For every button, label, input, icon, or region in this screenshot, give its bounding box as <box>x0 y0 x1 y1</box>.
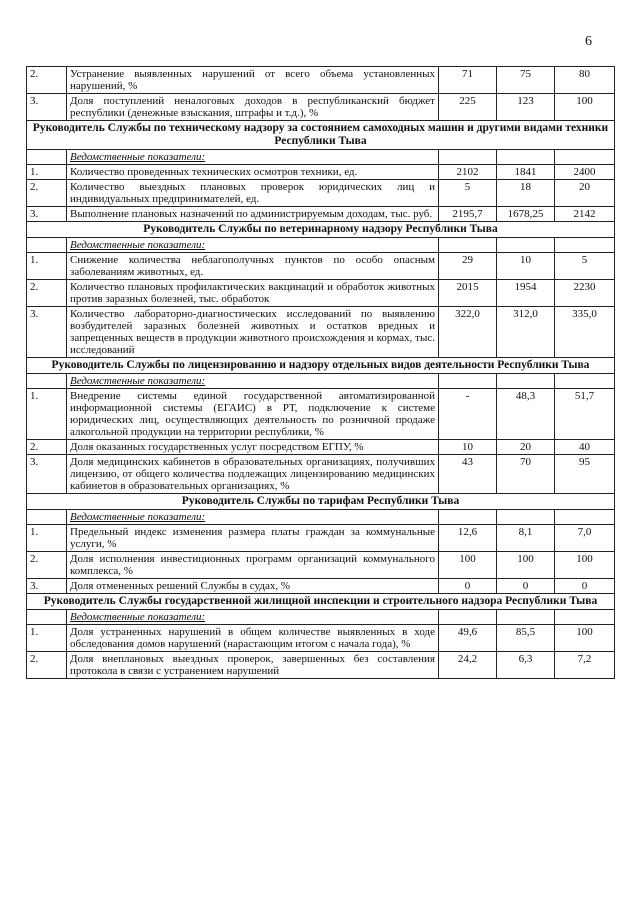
row-description: Доля устраненных нарушений в общем количестве выявленных в ходе обследования домов нарушений (нарастающим итогом с начала года), % <box>67 625 439 652</box>
value-cell: 1678,25 <box>497 207 555 222</box>
value-cell: 123 <box>497 94 555 121</box>
value-cell: 40 <box>555 440 615 455</box>
row-description: Доля исполнения инвестиционных программ организаций коммунального комплекса, % <box>67 552 439 579</box>
value-cell: 10 <box>497 253 555 280</box>
row-description: Количество проведенных технических осмотров техники, ед. <box>67 165 439 180</box>
row-number: 3. <box>27 94 67 121</box>
table-row <box>27 525 615 552</box>
value-cell: 0 <box>555 579 615 594</box>
row-description: Предельный индекс изменения размера платы граждан за коммунальные услуги, % <box>67 525 439 552</box>
indicator-label: Ведомственные показатели: <box>67 150 439 165</box>
row-description: Количество лабораторно-диагностических исследований по выявлению возбудителей заразных болезней животных и остатков вредных и запрещенных веществ в продукции животного происхождения и кормах, тыс. исследований <box>67 307 439 358</box>
row-number: 1. <box>27 525 67 552</box>
row-description: Количество плановых профилактических вакцинаций и обработок животных против заразных болезней, тыс. обработок <box>67 280 439 307</box>
value-cell: 100 <box>439 552 497 579</box>
value-cell: 80 <box>555 67 615 94</box>
page-number: 6 <box>585 34 592 49</box>
table-row <box>27 165 615 180</box>
value-cell: 20 <box>497 440 555 455</box>
value-cell: 0 <box>497 579 555 594</box>
empty-cell <box>439 510 497 525</box>
row-number: 3. <box>27 455 67 494</box>
value-cell: 24,2 <box>439 652 497 679</box>
table-row <box>27 94 615 121</box>
value-cell: 1954 <box>497 280 555 307</box>
value-cell: 6,3 <box>497 652 555 679</box>
table-row <box>27 652 615 679</box>
empty-cell <box>555 374 615 389</box>
value-cell: 100 <box>497 552 555 579</box>
row-description: Выполнение плановых назначений по администрируемым доходам, тыс. руб. <box>67 207 439 222</box>
empty-cell <box>439 374 497 389</box>
value-cell: 29 <box>439 253 497 280</box>
table-row <box>27 67 615 94</box>
empty-cell <box>439 610 497 625</box>
row-description: Количество выездных плановых проверок юридических лиц и индивидуальных предпринимателей, ед. <box>67 180 439 207</box>
row-description: Доля внеплановых выездных проверок, завершенных без составления протокола в связи с устранением нарушений <box>67 652 439 679</box>
value-cell: 100 <box>555 625 615 652</box>
section-title: Руководитель Службы по тарифам Республики Тыва <box>27 494 615 510</box>
value-cell: 5 <box>439 180 497 207</box>
row-number: 2. <box>27 280 67 307</box>
value-cell: 43 <box>439 455 497 494</box>
empty-cell <box>27 374 67 389</box>
empty-cell <box>497 510 555 525</box>
indicator-label: Ведомственные показатели: <box>67 510 439 525</box>
row-number: 3. <box>27 307 67 358</box>
value-cell: 10 <box>439 440 497 455</box>
empty-cell <box>555 610 615 625</box>
table-row <box>27 280 615 307</box>
value-cell: 70 <box>497 455 555 494</box>
value-cell: 95 <box>555 455 615 494</box>
table-row <box>27 389 615 440</box>
row-number: 2. <box>27 67 67 94</box>
indicator-label: Ведомственные показатели: <box>67 374 439 389</box>
value-cell: 2400 <box>555 165 615 180</box>
empty-cell <box>555 238 615 253</box>
value-cell: 312,0 <box>497 307 555 358</box>
row-description: Внедрение системы единой государственной автоматизированной информационной системы (ЕГАИС) в РТ, подключение к системе юридических лиц, осуществляющих деятельность по розничной продаже алкогольной продукции на территории республики, % <box>67 389 439 440</box>
table-row <box>27 455 615 494</box>
indicator-row <box>27 238 615 253</box>
value-cell: 49,6 <box>439 625 497 652</box>
value-cell: 2015 <box>439 280 497 307</box>
value-cell: 322,0 <box>439 307 497 358</box>
value-cell: 20 <box>555 180 615 207</box>
value-cell: 51,7 <box>555 389 615 440</box>
table-row <box>27 307 615 358</box>
row-number: 2. <box>27 440 67 455</box>
row-number: 1. <box>27 253 67 280</box>
indicator-row <box>27 150 615 165</box>
value-cell: 85,5 <box>497 625 555 652</box>
section-header-row <box>27 222 615 238</box>
row-description: Снижение количества неблагополучных пунктов по особо опасным заболеваниям животных, ед. <box>67 253 439 280</box>
row-description: Устранение выявленных нарушений от всего объема установленных нарушений, % <box>67 67 439 94</box>
section-title: Руководитель Службы по техническому надзору за состоянием самоходных машин и другими видами техники Республики Тыва <box>27 121 615 150</box>
section-header-row <box>27 594 615 610</box>
value-cell: 335,0 <box>555 307 615 358</box>
value-cell: 1841 <box>497 165 555 180</box>
value-cell: 225 <box>439 94 497 121</box>
section-title: Руководитель Службы по лицензированию и надзору отдельных видов деятельности Республики Тыва <box>27 358 615 374</box>
table-row <box>27 180 615 207</box>
row-number: 1. <box>27 389 67 440</box>
value-cell: 71 <box>439 67 497 94</box>
section-title: Руководитель Службы по ветеринарному надзору Республики Тыва <box>27 222 615 238</box>
indicator-row <box>27 510 615 525</box>
value-cell: 100 <box>555 552 615 579</box>
empty-cell <box>27 510 67 525</box>
value-cell: 5 <box>555 253 615 280</box>
value-cell: 7,2 <box>555 652 615 679</box>
empty-cell <box>439 238 497 253</box>
row-description: Доля оказанных государственных услуг посредством ЕГПУ, % <box>67 440 439 455</box>
empty-cell <box>27 610 67 625</box>
empty-cell <box>27 238 67 253</box>
value-cell: 100 <box>555 94 615 121</box>
indicators-table <box>26 66 615 679</box>
value-cell: 2142 <box>555 207 615 222</box>
table-row <box>27 253 615 280</box>
row-number: 2. <box>27 552 67 579</box>
table-row <box>27 207 615 222</box>
indicator-label: Ведомственные показатели: <box>67 610 439 625</box>
value-cell: 48,3 <box>497 389 555 440</box>
empty-cell <box>497 610 555 625</box>
row-number: 2. <box>27 180 67 207</box>
table-row <box>27 579 615 594</box>
row-number: 2. <box>27 652 67 679</box>
row-description: Доля медицинских кабинетов в образовательных организациях, получивших лицензию, от общего количества подлежащих лицензированию медицинских кабинетов в образовательных организациях, % <box>67 455 439 494</box>
section-header-row <box>27 358 615 374</box>
empty-cell <box>555 150 615 165</box>
value-cell: 0 <box>439 579 497 594</box>
row-number: 3. <box>27 207 67 222</box>
value-cell: - <box>439 389 497 440</box>
empty-cell <box>497 150 555 165</box>
row-number: 3. <box>27 579 67 594</box>
value-cell: 2195,7 <box>439 207 497 222</box>
section-header-row <box>27 121 615 150</box>
indicator-row <box>27 610 615 625</box>
table-row <box>27 440 615 455</box>
value-cell: 2102 <box>439 165 497 180</box>
empty-cell <box>497 238 555 253</box>
value-cell: 12,6 <box>439 525 497 552</box>
section-header-row <box>27 494 615 510</box>
indicator-row <box>27 374 615 389</box>
value-cell: 7,0 <box>555 525 615 552</box>
value-cell: 18 <box>497 180 555 207</box>
empty-cell <box>27 150 67 165</box>
table-row <box>27 625 615 652</box>
row-description: Доля отмененных решений Службы в судах, % <box>67 579 439 594</box>
value-cell: 2230 <box>555 280 615 307</box>
empty-cell <box>439 150 497 165</box>
empty-cell <box>555 510 615 525</box>
row-number: 1. <box>27 165 67 180</box>
empty-cell <box>497 374 555 389</box>
section-title: Руководитель Службы государственной жилищной инспекции и строительного надзора Республики Тыва <box>27 594 615 610</box>
row-description: Доля поступлений неналоговых доходов в республиканский бюджет республики (денежные взыскания, штрафы и т.д.), % <box>67 94 439 121</box>
row-number: 1. <box>27 625 67 652</box>
indicator-label: Ведомственные показатели: <box>67 238 439 253</box>
table-row <box>27 552 615 579</box>
value-cell: 75 <box>497 67 555 94</box>
value-cell: 8,1 <box>497 525 555 552</box>
